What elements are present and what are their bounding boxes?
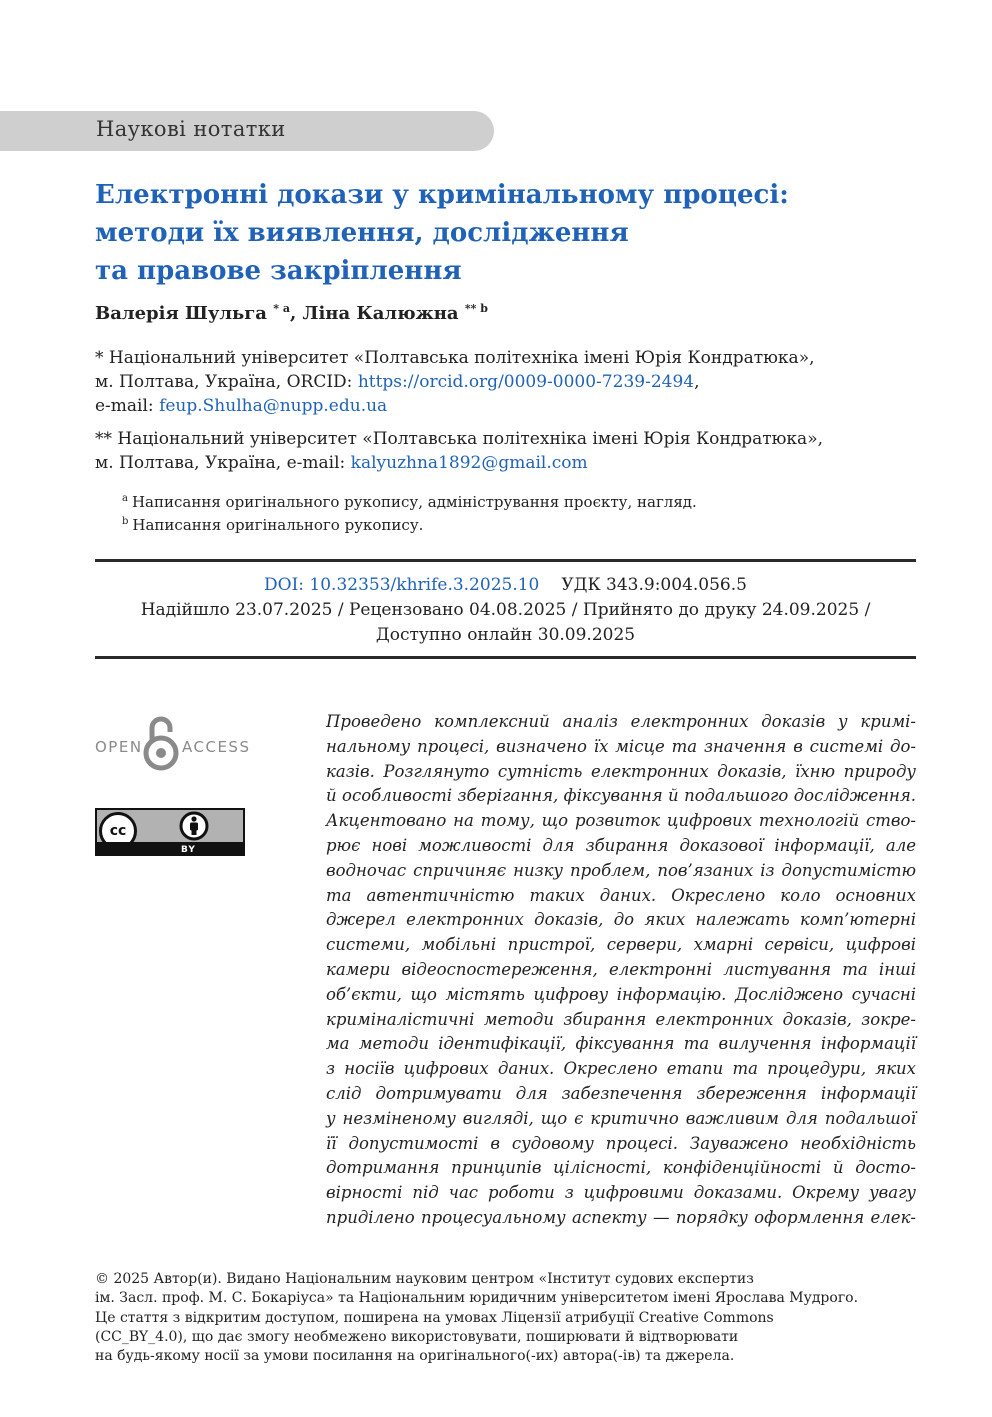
abstract-line: у незміненому вигляді, що є критично важливим для подальшої bbox=[326, 1108, 916, 1128]
license-line: (CC_BY_4.0), що дає змогу необмежено використовувати, поширювати й відтворювати bbox=[95, 1328, 739, 1345]
abstract-line: водночас спричиняє низку проблем, пов’язаних із допустимістю bbox=[326, 860, 916, 880]
license-line: Це стаття з відкритим доступом, поширена на умовах Ліцензії атрибуції Creative Commons bbox=[95, 1309, 774, 1326]
abstract-line: системи, мобільні пристрої, сервери, хмарні сервіси, цифрові bbox=[326, 935, 916, 955]
abstract-line: криміналістичні методи збирання електронних доказів, зокре- bbox=[326, 1009, 916, 1029]
open-access-access-text: ACCESS bbox=[182, 738, 251, 756]
abstract-line: слід дотримувати для забезпечення збереження інформації bbox=[326, 1083, 916, 1103]
abstract-line: з носіїв цифрових даних. Окреслено етапи та процедури, яких bbox=[326, 1059, 916, 1079]
author-marks: ** b bbox=[464, 302, 488, 315]
contribution-text: Написання оригінального рукопису. bbox=[132, 516, 424, 534]
authors bbox=[95, 302, 488, 324]
affiliation-line: * Національний університет «Полтавська політехніка імені Юрія Кондратюка», bbox=[95, 348, 815, 368]
title-line: методи їх виявлення, дослідження bbox=[95, 218, 629, 248]
abstract-line: її допустимості в судовому процесі. Зауважено необхідність bbox=[326, 1133, 916, 1153]
affiliation-line bbox=[95, 394, 915, 418]
cc-icon: cc bbox=[99, 812, 137, 850]
author-name: Валерія Шульга bbox=[95, 303, 267, 324]
abstract-line: джерел електронних доказів, до яких належать комп’ютерні bbox=[326, 910, 916, 930]
abstract-line: Акцентовано на тому, що розвиток цифрових технологій ство- bbox=[326, 811, 916, 831]
contribution-mark: a bbox=[122, 493, 128, 504]
section-label: Наукові нотатки bbox=[96, 117, 286, 141]
abstract-line: нальному процесі, визначено їх місце та значення в системі до- bbox=[326, 736, 916, 756]
doi-link[interactable]: DOI: 10.32353/khrife.3.2025.10 bbox=[264, 575, 540, 595]
affiliation-line bbox=[95, 370, 915, 394]
affiliation-1 bbox=[95, 346, 915, 418]
author-separator: , bbox=[289, 303, 297, 324]
title-line: Електронні докази у кримінальному процесі: bbox=[95, 180, 789, 210]
license-notice bbox=[95, 1270, 916, 1366]
article-meta bbox=[95, 573, 916, 648]
affiliation-text: м. Полтава, Україна, ORCID: bbox=[95, 372, 358, 392]
doi-udk-line bbox=[95, 573, 916, 598]
license-line: на будь-якому носії за умови посилання на оригінального(-их) автора(-ів) та джерела. bbox=[95, 1348, 735, 1365]
attribution-person-icon bbox=[179, 811, 209, 841]
divider-bottom bbox=[95, 656, 916, 659]
license-line: © 2025 Автор(и). Видано Національним науковим центром «Інститут судових експертиз bbox=[95, 1271, 754, 1287]
author-name: Ліна Калюжна bbox=[302, 303, 459, 324]
contribution-text: Написання оригінального рукопису, адміністрування проєкту, нагляд. bbox=[131, 493, 697, 511]
affiliation-2 bbox=[95, 427, 915, 475]
article-title bbox=[95, 176, 915, 290]
open-access-open-text: OPEN bbox=[95, 738, 143, 756]
abstract-line: й особливості зберігання, фіксування й подальшого дослідження. bbox=[326, 786, 916, 806]
abstract-line: Проведено комплексний аналіз електронних доказів у кримі- bbox=[326, 712, 916, 731]
divider-top bbox=[95, 559, 916, 562]
orcid-link[interactable]: https://orcid.org/0009-0000-7239-2494 bbox=[357, 372, 695, 392]
email-link[interactable]: kalyuzhna1892@gmail.com bbox=[350, 453, 588, 473]
license-line: ім. Засл. проф. М. С. Бокаріуса» та Національним юридичним університетом імені Ярослава Мудрого. bbox=[95, 1290, 859, 1307]
contribution-mark: b bbox=[122, 516, 129, 527]
by-label: BY bbox=[181, 845, 196, 855]
open-access-lock-icon bbox=[143, 714, 179, 772]
abstract-line: дотримання принципів цілісності, конфіденційності й досто- bbox=[326, 1158, 916, 1178]
abstract-line: приділено процесуальному аспекту — порядку оформлення елек- bbox=[326, 1207, 916, 1227]
author-marks: * а bbox=[273, 302, 290, 315]
email-link[interactable]: feup.Shulha@nupp.edu.ua bbox=[159, 396, 388, 416]
email-label: e-mail: bbox=[95, 396, 160, 416]
dates-line: Надійшло 23.07.2025 / Рецензовано 04.08.2025 / Прийнято до друку 24.09.2025 / bbox=[140, 600, 871, 620]
abstract bbox=[326, 710, 916, 1231]
abstract-line: казів. Розглянуто сутність електронних доказів, їхню природу bbox=[326, 761, 916, 781]
badge-strip bbox=[97, 842, 243, 854]
udk-code: УДК 343.9:004.056.5 bbox=[561, 575, 747, 595]
affiliation-line: ** Національний університет «Полтавська політехніка імені Юрія Кондратюка», bbox=[95, 429, 823, 449]
affiliation-text: , bbox=[694, 372, 700, 392]
affiliation-line bbox=[95, 451, 915, 475]
abstract-line: об’єкти, що містять цифрову інформацію. Досліджено сучасні bbox=[326, 984, 916, 1004]
title-line: та правове закріплення bbox=[95, 256, 462, 286]
abstract-line: ма методи ідентифікації, фіксування та вилучення інформації bbox=[326, 1034, 916, 1054]
abstract-line: та автентичністю таких даних. Окреслено коло основних bbox=[326, 885, 916, 905]
cc-by-license-badge[interactable] bbox=[95, 808, 245, 856]
contribution-b bbox=[122, 510, 423, 537]
affiliation-text: м. Полтава, Україна, e-mail: bbox=[95, 453, 351, 473]
abstract-line: камери відеоспостереження, електронні листування та інші bbox=[326, 959, 916, 979]
dates-line: Доступно онлайн 30.09.2025 bbox=[375, 625, 636, 645]
abstract-line: вірності під час роботи з цифровими доказами. Окрему увагу bbox=[326, 1183, 916, 1203]
abstract-line: рює нові можливості для збирання доказової інформації, але bbox=[326, 835, 916, 855]
